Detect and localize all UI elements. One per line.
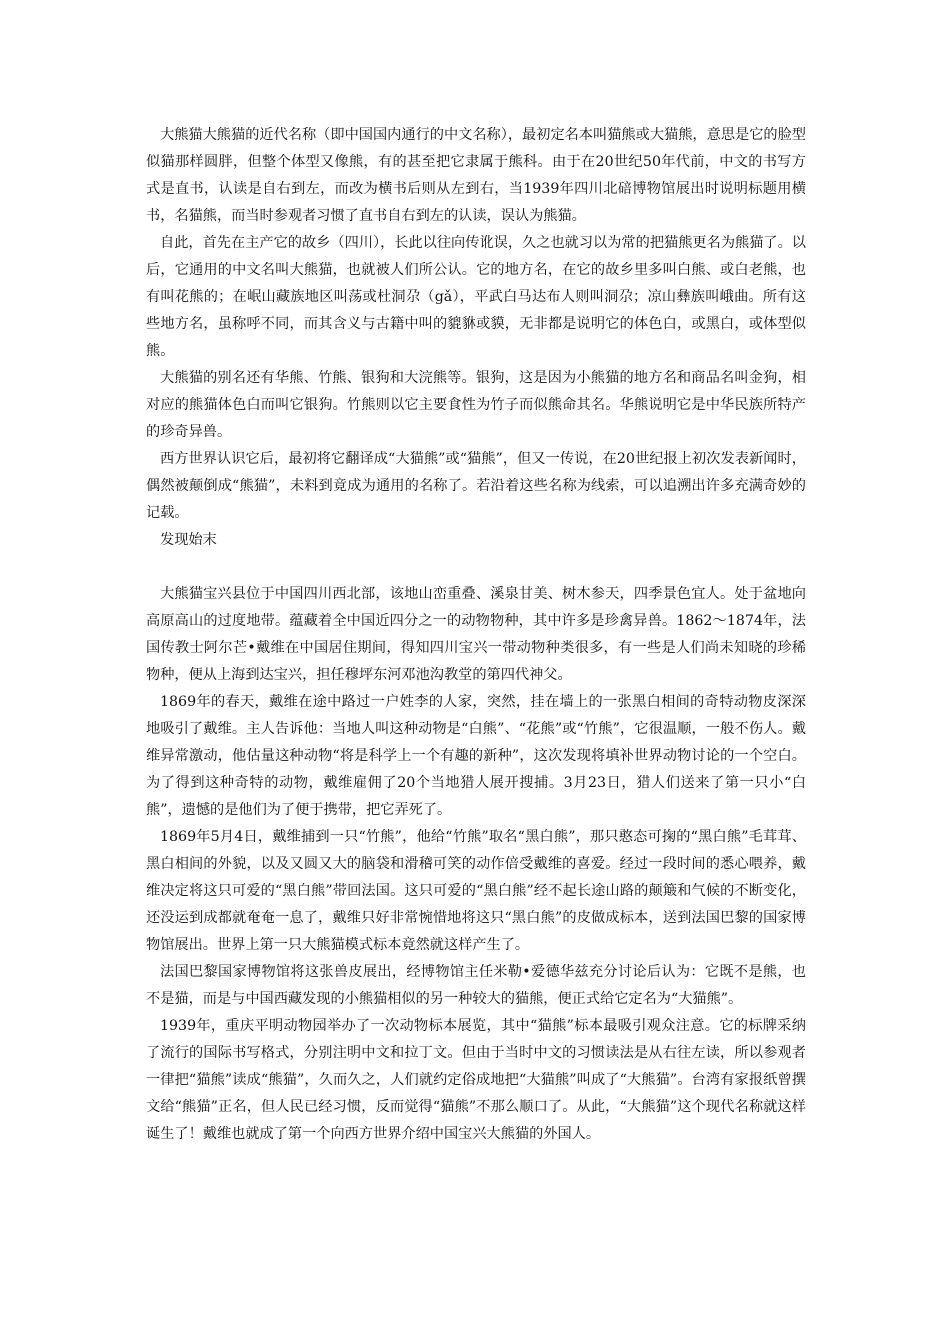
intro-paragraph-3: 大熊猫的别名还有华熊、竹熊、银狗和大浣熊等。银狗，这是因为小熊猫的地方名和商品名叫金狗，相对应的熊猫体色白而叫它银狗。竹熊则以它主要食性为竹子而似熊命其名。华熊说明它是中华民族所特产的珍奇异兽。 <box>146 370 806 440</box>
intro-paragraph-4: 西方世界认识它后，最初将它翻译成“大猫熊”或“猫熊”，但又一传说，在20世纪报上初次发表新闻时，偶然被颠倒成“熊猫”，未料到竟成为通用的名称了。若沿着这些名称为线索，可以追溯出许多充满奇妙的记载。 <box>146 451 806 521</box>
section-paragraph-5: 1939年，重庆平明动物园举办了一次动物标本展览，其中“猫熊”标本最吸引观众注意。它的标牌采纳了流行的国际书写格式，分别注明中文和拉丁文。但由于当时中文的习惯读法是从右往左读，所以参观者一律把“猫熊”读成“熊猫”，久而久之，人们就约定俗成地把“大猫熊”叫成了“大熊猫”。台湾有家报纸曾撰文给“熊猫”正名，但人民已经习惯，反而觉得“猫熊”不那么顺口了。从此，“大熊猫”这个现代名称就这样诞生了！戴维也就成了第一个向西方世界介绍中国宝兴大熊猫的外国人。 <box>146 1018 806 1142</box>
document-body <box>146 122 806 1148</box>
section-paragraph-4: 法国巴黎国家博物馆将这张兽皮展出，经博物馆主任米勒•爱德华兹充分讨论后认为：它既不是熊，也不是猫，而是与中国西藏发现的小熊猫相似的另一种较大的猫熊，便正式给它定名为“大猫熊”。 <box>146 964 806 1007</box>
intro-paragraph-2: 自此，首先在主产它的故乡（四川），长此以往向传讹误，久之也就习以为常的把猫熊更名为熊猫了。以后，它通用的中文名叫大熊猫，也就被人们所公认。它的地方名，在它的故乡里多叫白熊、或白老熊，也有叫花熊的；在岷山藏族地区叫荡或杜洞尕（gǎ），平武白马达布人则叫洞尕；凉山彝族叫峨曲。所有这些地方名，虽称呼不同，而其含义与古籍中叫的貔貅或貘，无非都是说明它的体色白，或黑白，或体型似熊。 <box>146 235 806 359</box>
section-paragraph-3: 1869年5月4日，戴维捕到一只“竹熊”，他给“竹熊”取名“黑白熊”，那只憨态可掬的“黑白熊”毛茸茸、黑白相间的外貌，以及又圆又大的脑袋和滑稽可笑的动作倍受戴维的喜爱。经过一段时间的悉心喂养，戴维决定将这只可爱的“黑白熊”带回法国。这只可爱的“黑白熊”经不起长途山路的颠簸和气候的不断变化，还没运到成都就奄奄一息了，戴维只好非常惋惜地将这只“黑白熊”的皮做成标本，送到法国巴黎的国家博物馆展出。世界上第一只大熊猫模式标本竟然就这样产生了。 <box>146 829 806 953</box>
section-paragraph-2: 1869年的春天，戴维在途中路过一户姓李的人家，突然，挂在墙上的一张黑白相间的奇特动物皮深深地吸引了戴维。主人告诉他：当地人叫这种动物是“白熊”、“花熊”或“竹熊”，它很温顺，一般不伤人。戴维异常激动，他估量这种动物“将是科学上一个有趣的新种”，这次发现将填补世界动物讨论的一个空白。为了得到这种奇特的动物，戴维雇佣了20个当地猎人展开搜捕。3月23日，猎人们送来了第一只小“白熊”，遗憾的是他们为了便于携带，把它弄死了。 <box>146 694 806 818</box>
intro-paragraph-1: 大熊猫大熊猫的近代名称（即中国国内通行的中文名称），最初定名本叫猫熊或大猫熊，意思是它的脸型似猫那样圆胖，但整个体型又像熊，有的甚至把它隶属于熊科。由于在20世纪50年代前，中文的书写方式是直书，认读是自右到左，而改为横书后则从左到右，当1939年四川北碚博物馆展出时说明标题用横书，名猫熊，而当时参观者习惯了直书自右到左的认读，误认为熊猫。 <box>146 127 806 224</box>
section-heading: 发现始末 <box>160 532 217 548</box>
blank-line <box>146 554 806 581</box>
section-paragraph-1: 大熊猫宝兴县位于中国四川西北部，该地山峦重叠、溪泉甘美、树木参天，四季景色宜人。处于盆地向高原高山的过度地带。蕴藏着全中国近四分之一的动物物种，其中许多是珍禽异兽。1862～1874年，法国传教士阿尔芒•戴维在中国居住期间，得知四川宝兴一带动物种类很多，有一些是人们尚未知晓的珍稀物种，便从上海到达宝兴，担任穆坪东河邓池沟教堂的第四代神父。 <box>146 586 806 683</box>
